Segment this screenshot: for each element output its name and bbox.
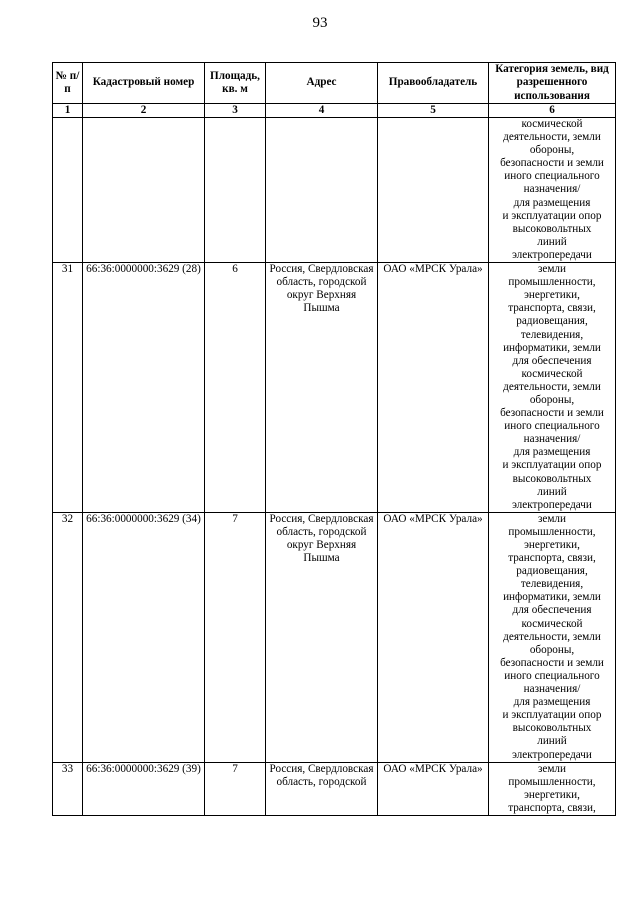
address-value: Россия, Свердловская область, городской округ Верхняя Пышма <box>266 512 378 762</box>
category-line: для размещения <box>513 196 591 209</box>
category-line: назначения/ <box>523 683 581 696</box>
category-line: промышленности, <box>508 775 596 788</box>
category-line: телевидения, <box>520 328 584 341</box>
category-line: энергетики, <box>524 289 580 302</box>
category-line: иного специального <box>504 669 600 682</box>
row-number: 33 <box>53 762 83 815</box>
category-line: земли <box>537 512 567 525</box>
category-line: космической <box>521 617 583 630</box>
category-line: безопасности и земли <box>500 407 604 420</box>
category-line: энергетики, <box>524 539 580 551</box>
header-row <box>53 63 616 104</box>
category-line: деятельности, земли <box>503 380 601 393</box>
category-line: и эксплуатации опор <box>502 459 602 472</box>
category-line: линий <box>537 485 567 498</box>
category-cell <box>489 512 616 762</box>
header-land-category: Категория земель, вид разрешенного использования <box>489 63 616 104</box>
category-line: назначения/ <box>523 433 581 446</box>
category-line: линий <box>537 735 567 748</box>
cadastral-number: 66:36:0000000:3629 (28) <box>83 263 205 513</box>
column-number-row <box>53 104 616 118</box>
address-value: Россия, Свердловская область, городской <box>266 762 378 815</box>
category-line: промышленности, <box>508 525 596 538</box>
category-line: для размещения <box>513 446 591 459</box>
column-number: 3 <box>205 104 266 118</box>
category-line: и эксплуатации опор <box>502 709 602 722</box>
category-line: электропередачи <box>512 748 592 761</box>
category-line: транспорта, связи, <box>508 302 596 315</box>
category-line: земли <box>537 762 567 775</box>
category-line: и эксплуатации опор <box>502 209 602 222</box>
category-line: промышленности, <box>508 276 596 289</box>
header-owner: Правообладатель <box>378 63 489 104</box>
category-line: деятельности, земли <box>503 630 601 643</box>
row-number: 32 <box>53 512 83 762</box>
table-row <box>53 263 616 513</box>
area-value: 7 <box>205 512 266 762</box>
address-value: Россия, Свердловская область, городской округ Верхняя Пышма <box>266 263 378 513</box>
category-line: высоковольтных <box>512 722 592 735</box>
category-line: для обеспечения <box>512 604 592 617</box>
category-line: энергетики, <box>524 788 580 801</box>
category-line: транспорта, связи, <box>508 552 596 565</box>
category-cell <box>489 263 616 513</box>
owner-value: ОАО «МРСК Урала» <box>378 762 489 815</box>
category-line: безопасности и земли <box>500 656 604 669</box>
empty-cell <box>53 118 83 263</box>
row-number: 31 <box>53 263 83 513</box>
category-line: информатики, земли <box>503 341 601 354</box>
category-line: высоковольтных <box>512 472 592 485</box>
owner-value: ОАО «МРСК Урала» <box>378 263 489 513</box>
owner-value: ОАО «МРСК Урала» <box>378 512 489 762</box>
category-line: линий <box>537 235 567 248</box>
land-registry-table <box>52 62 616 816</box>
empty-cell <box>266 118 378 263</box>
category-line: назначения/ <box>523 183 581 196</box>
category-line: иного специального <box>504 420 600 433</box>
header-cadastral-number: Кадастровый номер <box>83 63 205 104</box>
category-cell <box>489 118 616 263</box>
category-line: иного специального <box>504 170 600 183</box>
category-line: обороны, <box>529 393 575 406</box>
category-line: транспорта, связи, <box>508 801 596 814</box>
table-row <box>53 762 616 815</box>
table-row <box>53 512 616 762</box>
category-line: безопасности и земли <box>500 157 604 170</box>
category-line: радиовещания, <box>516 315 588 328</box>
area-value: 7 <box>205 762 266 815</box>
empty-cell <box>378 118 489 263</box>
category-line: земли <box>537 263 567 276</box>
category-line: высоковольтных <box>512 222 592 235</box>
cadastral-number: 66:36:0000000:3629 (39) <box>83 762 205 815</box>
empty-cell <box>205 118 266 263</box>
continuation-row <box>53 118 616 263</box>
category-line: космической <box>521 118 583 130</box>
column-number: 1 <box>53 104 83 118</box>
category-line: электропередачи <box>512 248 592 261</box>
column-number: 2 <box>83 104 205 118</box>
category-line: обороны, <box>529 643 575 656</box>
header-row-number: № п/п <box>53 63 83 104</box>
category-cell <box>489 762 616 815</box>
column-number: 5 <box>378 104 489 118</box>
category-line: деятельности, земли <box>503 131 601 144</box>
area-value: 6 <box>205 263 266 513</box>
category-line: для размещения <box>513 696 591 709</box>
category-line: космической <box>521 367 583 380</box>
empty-cell <box>83 118 205 263</box>
header-area: Площадь, кв. м <box>205 63 266 104</box>
page-number: 93 <box>312 15 328 31</box>
column-number: 4 <box>266 104 378 118</box>
category-line: для обеспечения <box>512 354 592 367</box>
category-line: телевидения, <box>520 578 584 591</box>
category-line: обороны, <box>529 144 575 157</box>
cadastral-number: 66:36:0000000:3629 (34) <box>83 512 205 762</box>
column-number: 6 <box>489 104 616 118</box>
category-line: информатики, земли <box>503 591 601 604</box>
header-address: Адрес <box>266 63 378 104</box>
category-line: радиовещания, <box>516 565 588 578</box>
category-line: электропередачи <box>512 498 592 511</box>
